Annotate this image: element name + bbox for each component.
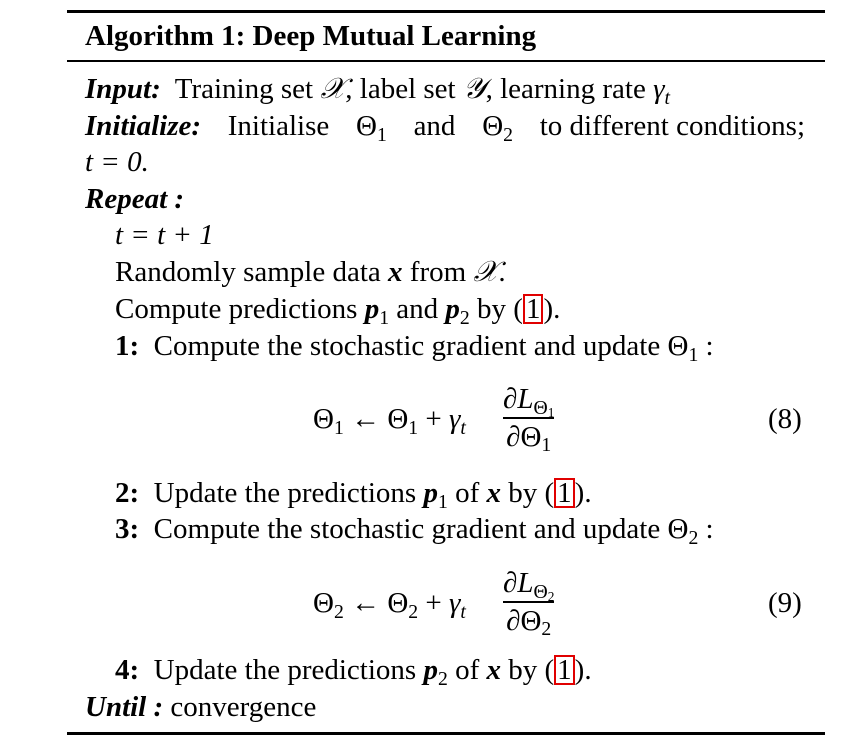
repeat-label: Repeat : bbox=[85, 183, 185, 215]
subscript bbox=[533, 581, 554, 603]
predictions-line bbox=[115, 292, 561, 329]
equation-number: (9) bbox=[768, 587, 802, 619]
fraction-numerator bbox=[503, 382, 555, 421]
subscript: 2 bbox=[459, 306, 470, 329]
step-text: ). bbox=[574, 654, 592, 686]
init-text: Initialise bbox=[227, 110, 330, 142]
equation-lhs bbox=[313, 402, 466, 439]
step-number: 1: bbox=[115, 330, 140, 362]
subscript: t bbox=[664, 86, 670, 109]
training-set-symbol: 𝒳 bbox=[320, 73, 346, 105]
x-symbol: x bbox=[486, 654, 501, 686]
theta-symbol: Θ bbox=[313, 403, 334, 435]
theta-symbol: Θ bbox=[520, 420, 542, 453]
p-symbol: p bbox=[364, 293, 380, 325]
subscript: 1 bbox=[437, 490, 448, 513]
input-line bbox=[85, 72, 670, 109]
init-text: to different conditions; bbox=[539, 110, 805, 142]
step-1 bbox=[115, 329, 714, 366]
theta-symbol: Θ bbox=[313, 587, 334, 619]
x-symbol: x bbox=[486, 477, 501, 509]
subscript: 1 bbox=[688, 343, 699, 366]
gamma-symbol: γ bbox=[448, 403, 461, 435]
until-label: Until : bbox=[85, 691, 164, 723]
init-text: and bbox=[413, 110, 456, 142]
loss-symbol: L bbox=[517, 383, 534, 415]
bottom-rule bbox=[67, 732, 825, 735]
until-line bbox=[85, 690, 316, 724]
theta-symbol: Θ bbox=[482, 110, 504, 142]
until-text: convergence bbox=[163, 691, 317, 723]
p-symbol: p bbox=[423, 654, 438, 686]
equation-number: (8) bbox=[768, 403, 802, 435]
predict-text: by ( bbox=[469, 293, 523, 325]
step-text: Compute the stochastic gradient and update bbox=[153, 513, 668, 545]
p-symbol: p bbox=[445, 293, 460, 325]
training-set-symbol: 𝒳 bbox=[473, 256, 499, 288]
initialize-line bbox=[85, 109, 805, 146]
subscript: 2 bbox=[688, 526, 699, 549]
subscript: 1 bbox=[408, 416, 419, 439]
partial-symbol: ∂ bbox=[503, 567, 518, 599]
fraction-numerator bbox=[503, 566, 555, 605]
step-4 bbox=[115, 653, 592, 690]
p-symbol: p bbox=[423, 477, 438, 509]
step-3 bbox=[115, 512, 714, 549]
partial-symbol: ∂ bbox=[506, 420, 521, 453]
step-text: Update the predictions bbox=[153, 654, 424, 686]
subscript: t bbox=[460, 600, 466, 623]
subscript: 2 bbox=[333, 600, 344, 623]
equation-ref-link[interactable]: 1 bbox=[554, 478, 575, 508]
sample-text: Randomly sample data bbox=[115, 256, 389, 288]
theta-symbol: Θ bbox=[667, 513, 689, 545]
subscript: 2 bbox=[541, 618, 552, 641]
subscript: 2 bbox=[408, 600, 419, 623]
theta-symbol: Θ bbox=[356, 110, 377, 142]
step-2 bbox=[115, 476, 592, 513]
subscript: 2 bbox=[547, 589, 555, 605]
title-rule bbox=[67, 60, 825, 62]
step-text: : bbox=[698, 513, 714, 545]
partial-symbol: ∂ bbox=[503, 383, 518, 415]
sample-text: from bbox=[402, 256, 474, 288]
subscript: 1 bbox=[541, 434, 552, 457]
step-text: by ( bbox=[500, 654, 555, 686]
theta-symbol: Θ bbox=[387, 587, 409, 619]
equation-ref-link[interactable]: 1 bbox=[554, 655, 575, 685]
step-text: Update the predictions bbox=[153, 477, 424, 509]
input-text: Training set bbox=[174, 73, 321, 105]
subscript: 1 bbox=[376, 123, 387, 146]
equation-9 bbox=[0, 564, 864, 644]
gamma-symbol: γ bbox=[448, 587, 461, 619]
theta-symbol: Θ bbox=[533, 580, 548, 603]
step-number: 4: bbox=[115, 654, 140, 686]
step-text: of bbox=[447, 477, 487, 509]
plus-symbol: + bbox=[418, 403, 449, 435]
fraction-denominator bbox=[503, 420, 554, 457]
plus-symbol: + bbox=[418, 587, 449, 619]
step-text: Compute the stochastic gradient and update bbox=[153, 330, 668, 362]
x-symbol: x bbox=[388, 256, 403, 288]
subscript: 2 bbox=[437, 667, 448, 690]
subscript bbox=[533, 397, 554, 419]
theta-symbol: Θ bbox=[387, 403, 409, 435]
equation-ref-link[interactable]: 1 bbox=[523, 294, 544, 324]
input-label: Input: bbox=[85, 73, 161, 105]
step-text: by ( bbox=[500, 477, 555, 509]
step-text: of bbox=[447, 654, 487, 686]
input-text: , learning rate bbox=[485, 73, 654, 105]
subscript: 1 bbox=[333, 416, 344, 439]
arrow-symbol: ← bbox=[343, 403, 388, 435]
step-number: 3: bbox=[115, 513, 140, 545]
subscript: 2 bbox=[503, 123, 513, 146]
partial-symbol: ∂ bbox=[506, 604, 521, 637]
algorithm-title: Algorithm 1: Deep Mutual Learning bbox=[85, 20, 537, 52]
subscript: 1 bbox=[379, 306, 390, 329]
step-text: ). bbox=[574, 477, 592, 509]
theta-symbol: Θ bbox=[667, 330, 689, 362]
theta-symbol: Θ bbox=[520, 604, 542, 637]
learning-rate-symbol: γ bbox=[653, 73, 665, 105]
sample-line bbox=[115, 255, 506, 289]
equation-8 bbox=[0, 380, 864, 460]
sample-text: . bbox=[498, 256, 506, 288]
predict-text: Compute predictions bbox=[115, 293, 365, 325]
step-text: : bbox=[698, 330, 714, 362]
predict-text: ). bbox=[543, 293, 561, 325]
label-set-symbol: 𝒴 bbox=[462, 73, 486, 105]
step-t-increment: t = t + 1 bbox=[115, 219, 214, 251]
fraction-denominator bbox=[503, 604, 554, 641]
fraction bbox=[503, 382, 555, 457]
arrow-symbol: ← bbox=[343, 587, 388, 619]
top-rule bbox=[67, 10, 825, 13]
fraction bbox=[503, 566, 555, 641]
equation-lhs bbox=[313, 586, 466, 623]
subscript: 1 bbox=[547, 405, 555, 421]
loss-symbol: L bbox=[517, 567, 534, 599]
predict-text: and bbox=[389, 293, 446, 325]
initialize-label: Initialize: bbox=[85, 110, 202, 142]
initialize-line-2: t = 0. bbox=[85, 146, 149, 178]
subscript: t bbox=[460, 416, 466, 439]
theta-symbol: Θ bbox=[533, 396, 548, 419]
step-number: 2: bbox=[115, 477, 140, 509]
input-text: , label set bbox=[345, 73, 463, 105]
